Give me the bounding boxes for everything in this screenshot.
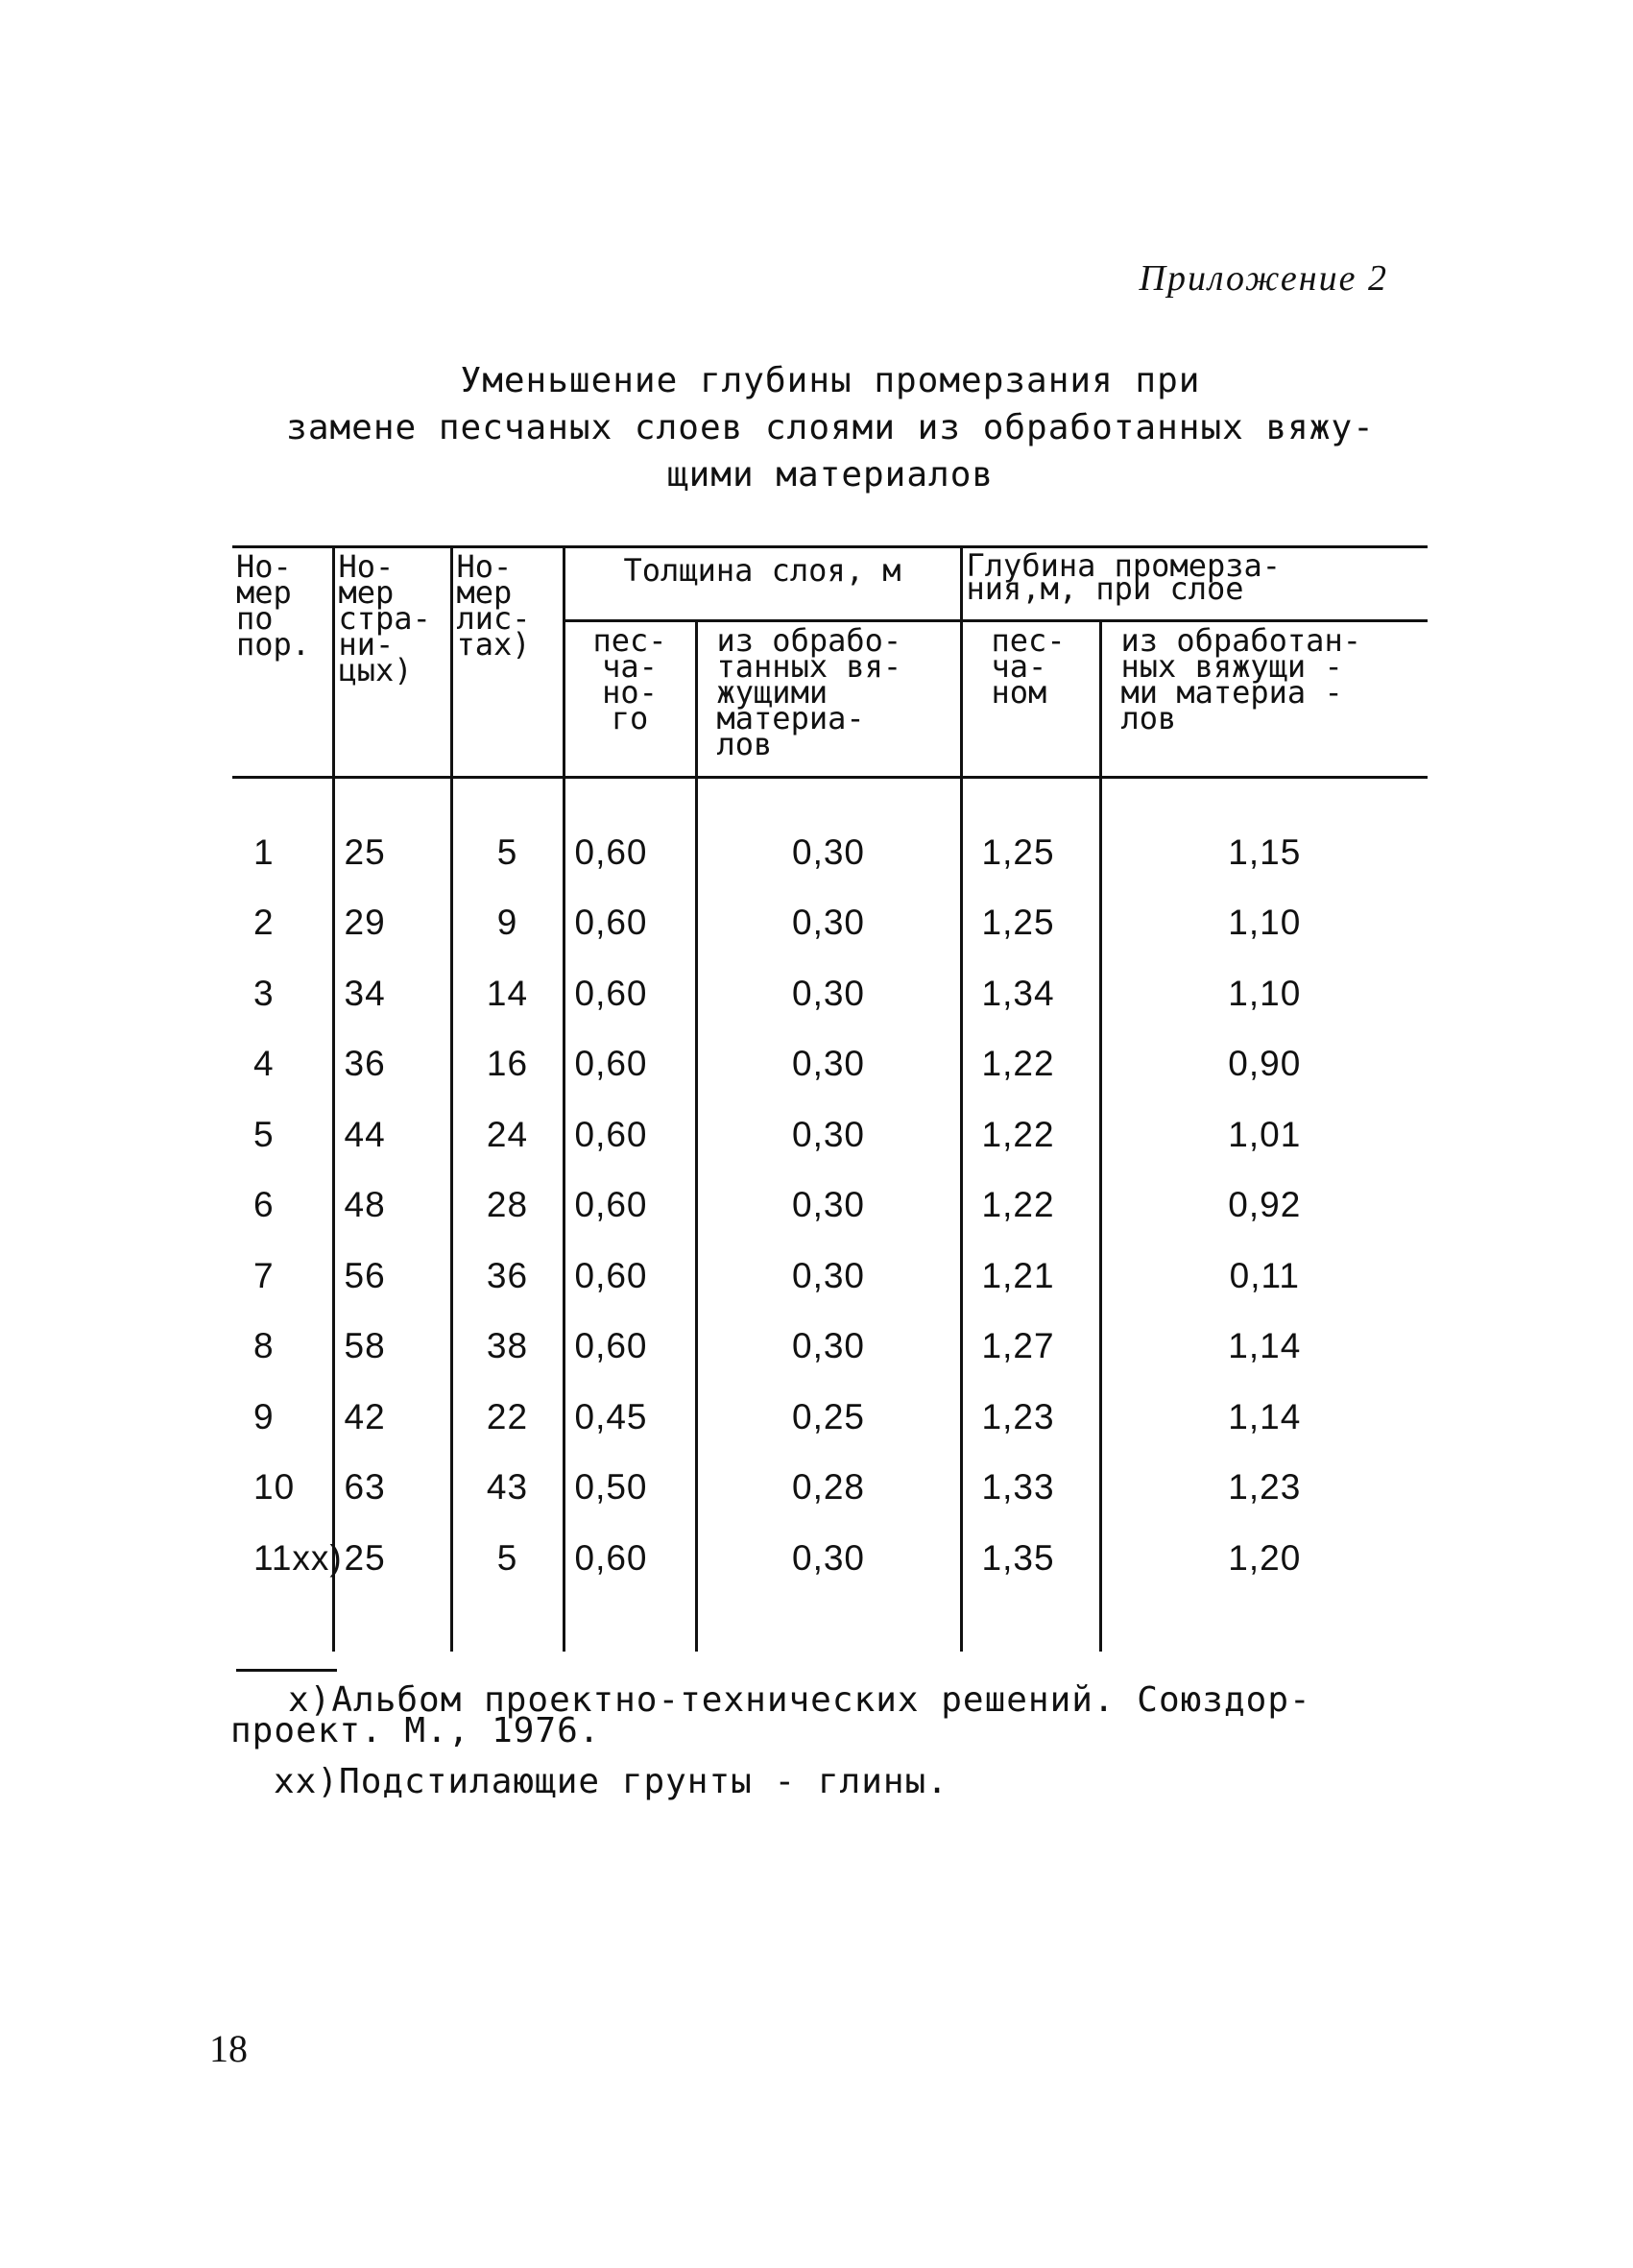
sand-depth-cell: 1,21 — [961, 1241, 1100, 1312]
table-row — [232, 1312, 1428, 1383]
table-spacer-row — [232, 778, 1428, 818]
sand-thickness-cell: 0,60 — [564, 817, 696, 888]
sheet-number-cell: 28 — [451, 1170, 564, 1242]
sand-depth-cell: 1,22 — [961, 1170, 1100, 1242]
treated-depth-cell: 1,14 — [1100, 1312, 1428, 1383]
sand-depth-cell: 1,27 — [961, 1312, 1100, 1383]
treated-depth-cell: 0,90 — [1100, 1029, 1428, 1100]
row-number-cell: 7 — [253, 1255, 275, 1295]
treated-thickness-cell: 0,25 — [696, 1382, 961, 1453]
page-number-cell: 29 — [333, 888, 451, 959]
sand-depth-cell: 1,35 — [961, 1523, 1100, 1594]
sand-depth-cell: 1,25 — [961, 888, 1100, 959]
page-number-cell: 25 — [333, 1523, 451, 1594]
sand-depth-cell: 1,22 — [961, 1029, 1100, 1100]
page-number-cell: 56 — [333, 1241, 451, 1312]
row-number-cell: 11xx) — [253, 1537, 343, 1578]
sand-thickness-cell: 0,60 — [564, 958, 696, 1029]
row-number-cell: 4 — [253, 1044, 275, 1084]
treated-thickness-cell: 0,30 — [696, 1099, 961, 1170]
page-number-cell: 44 — [333, 1099, 451, 1170]
page-number-cell: 48 — [333, 1170, 451, 1242]
title-line-3: щими материалов — [666, 455, 995, 495]
sand-thickness-cell: 0,45 — [564, 1382, 696, 1453]
sheet-number-cell: 38 — [451, 1312, 564, 1383]
row-number-cell: 1 — [253, 832, 275, 872]
treated-thickness-cell: 0,30 — [696, 1312, 961, 1383]
header-depth-treated: из обработан- ных вяжущи - ми материа - лов — [1100, 621, 1428, 778]
header-thickness-sand: пес- ча- но- го — [564, 621, 696, 778]
row-number-cell: 10 — [253, 1467, 296, 1508]
treated-thickness-cell: 0,30 — [696, 1029, 961, 1100]
sand-thickness-cell: 0,60 — [564, 1029, 696, 1100]
sheet-number-cell: 14 — [451, 958, 564, 1029]
treated-thickness-cell: 0,30 — [696, 1523, 961, 1594]
sand-depth-cell: 1,22 — [961, 1099, 1100, 1170]
table-row — [232, 1170, 1428, 1242]
row-number-cell: 8 — [253, 1326, 275, 1366]
sheet-number-cell: 5 — [451, 1523, 564, 1594]
row-number-cell: 5 — [253, 1114, 275, 1154]
title-line-1: Уменьшение глубины промерзания при — [460, 361, 1201, 400]
table-row — [232, 1241, 1428, 1312]
header-depth-sand: пес- ча- ном — [961, 621, 1100, 778]
treated-depth-cell: 1,23 — [1100, 1453, 1428, 1524]
footnote-rule — [236, 1669, 337, 1672]
treated-thickness-cell: 0,28 — [696, 1453, 961, 1524]
treated-depth-cell: 1,10 — [1100, 958, 1428, 1029]
footnote-1: x)Альбом проектно-технических решений. Союздор-проект. М., 1976. — [230, 1680, 1311, 1750]
table-tail-row — [232, 1594, 1428, 1652]
table-row — [232, 817, 1428, 888]
sand-thickness-cell: 0,60 — [564, 1099, 696, 1170]
header-page-number: Но- мер стра- ни- цыx) — [333, 547, 451, 778]
treated-thickness-cell: 0,30 — [696, 1241, 961, 1312]
sheet-number-cell: 24 — [451, 1099, 564, 1170]
page-number-cell: 25 — [333, 817, 451, 888]
sheet-number-cell: 22 — [451, 1382, 564, 1453]
data-table-wrapper — [232, 545, 1428, 1652]
table-row — [232, 1453, 1428, 1524]
treated-depth-cell: 1,14 — [1100, 1382, 1428, 1453]
sheet-number-cell: 36 — [451, 1241, 564, 1312]
treated-depth-cell: 0,92 — [1100, 1170, 1428, 1242]
treated-depth-cell: 0,11 — [1100, 1241, 1428, 1312]
table-row — [232, 1382, 1428, 1453]
header-frost-depth: Глубина промерза- ния,м, при слое — [961, 547, 1428, 621]
page-number-cell: 58 — [333, 1312, 451, 1383]
sand-depth-cell: 1,34 — [961, 958, 1100, 1029]
page-number-cell: 34 — [333, 958, 451, 1029]
table-row — [232, 1523, 1428, 1594]
row-number-cell: 2 — [253, 903, 275, 943]
row-number-cell: 9 — [253, 1396, 275, 1436]
sheet-number-cell: 16 — [451, 1029, 564, 1100]
footnote-2: xx)Подстилающие грунты - глины. — [274, 1762, 949, 1801]
sand-depth-cell: 1,23 — [961, 1382, 1100, 1453]
sheet-number-cell: 5 — [451, 817, 564, 888]
frost-depth-table — [232, 545, 1428, 1652]
sand-thickness-cell: 0,60 — [564, 1241, 696, 1312]
table-row — [232, 1099, 1428, 1170]
header-sheet-number: Но- мер лис- таx) — [451, 547, 564, 778]
treated-depth-cell: 1,01 — [1100, 1099, 1428, 1170]
treated-depth-cell: 1,15 — [1100, 817, 1428, 888]
row-number-cell: 6 — [253, 1185, 275, 1225]
sand-thickness-cell: 0,60 — [564, 1523, 696, 1594]
sheet-number-cell: 9 — [451, 888, 564, 959]
sand-thickness-cell: 0,50 — [564, 1453, 696, 1524]
page-number-cell: 42 — [333, 1382, 451, 1453]
table-row — [232, 958, 1428, 1029]
treated-thickness-cell: 0,30 — [696, 817, 961, 888]
title-line-2: замене песчаных слоев слоями из обработанных вяжу- — [286, 408, 1375, 447]
row-number-cell: 3 — [253, 973, 275, 1013]
table-row — [232, 1029, 1428, 1100]
sand-depth-cell: 1,25 — [961, 817, 1100, 888]
appendix-label: Приложение 2 — [1139, 258, 1388, 299]
table-row — [232, 888, 1428, 959]
header-layer-thickness: Толщина слоя, м — [564, 547, 961, 621]
treated-thickness-cell: 0,30 — [696, 958, 961, 1029]
treated-depth-cell: 1,20 — [1100, 1523, 1428, 1594]
sand-depth-cell: 1,33 — [961, 1453, 1100, 1524]
page-number-cell: 63 — [333, 1453, 451, 1524]
sand-thickness-cell: 0,60 — [564, 888, 696, 959]
treated-depth-cell: 1,10 — [1100, 888, 1428, 959]
table-body — [232, 778, 1428, 1652]
treated-thickness-cell: 0,30 — [696, 1170, 961, 1242]
sand-thickness-cell: 0,60 — [564, 1312, 696, 1383]
document-title — [221, 357, 1440, 498]
sand-thickness-cell: 0,60 — [564, 1170, 696, 1242]
treated-thickness-cell: 0,30 — [696, 888, 961, 959]
header-row-number: Но- мер по пор. — [232, 547, 333, 778]
page-number-cell: 36 — [333, 1029, 451, 1100]
page-number: 18 — [209, 2027, 248, 2070]
sheet-number-cell: 43 — [451, 1453, 564, 1524]
header-thickness-treated: из обрабо- танных вя- жущими материа- лов — [696, 621, 961, 778]
